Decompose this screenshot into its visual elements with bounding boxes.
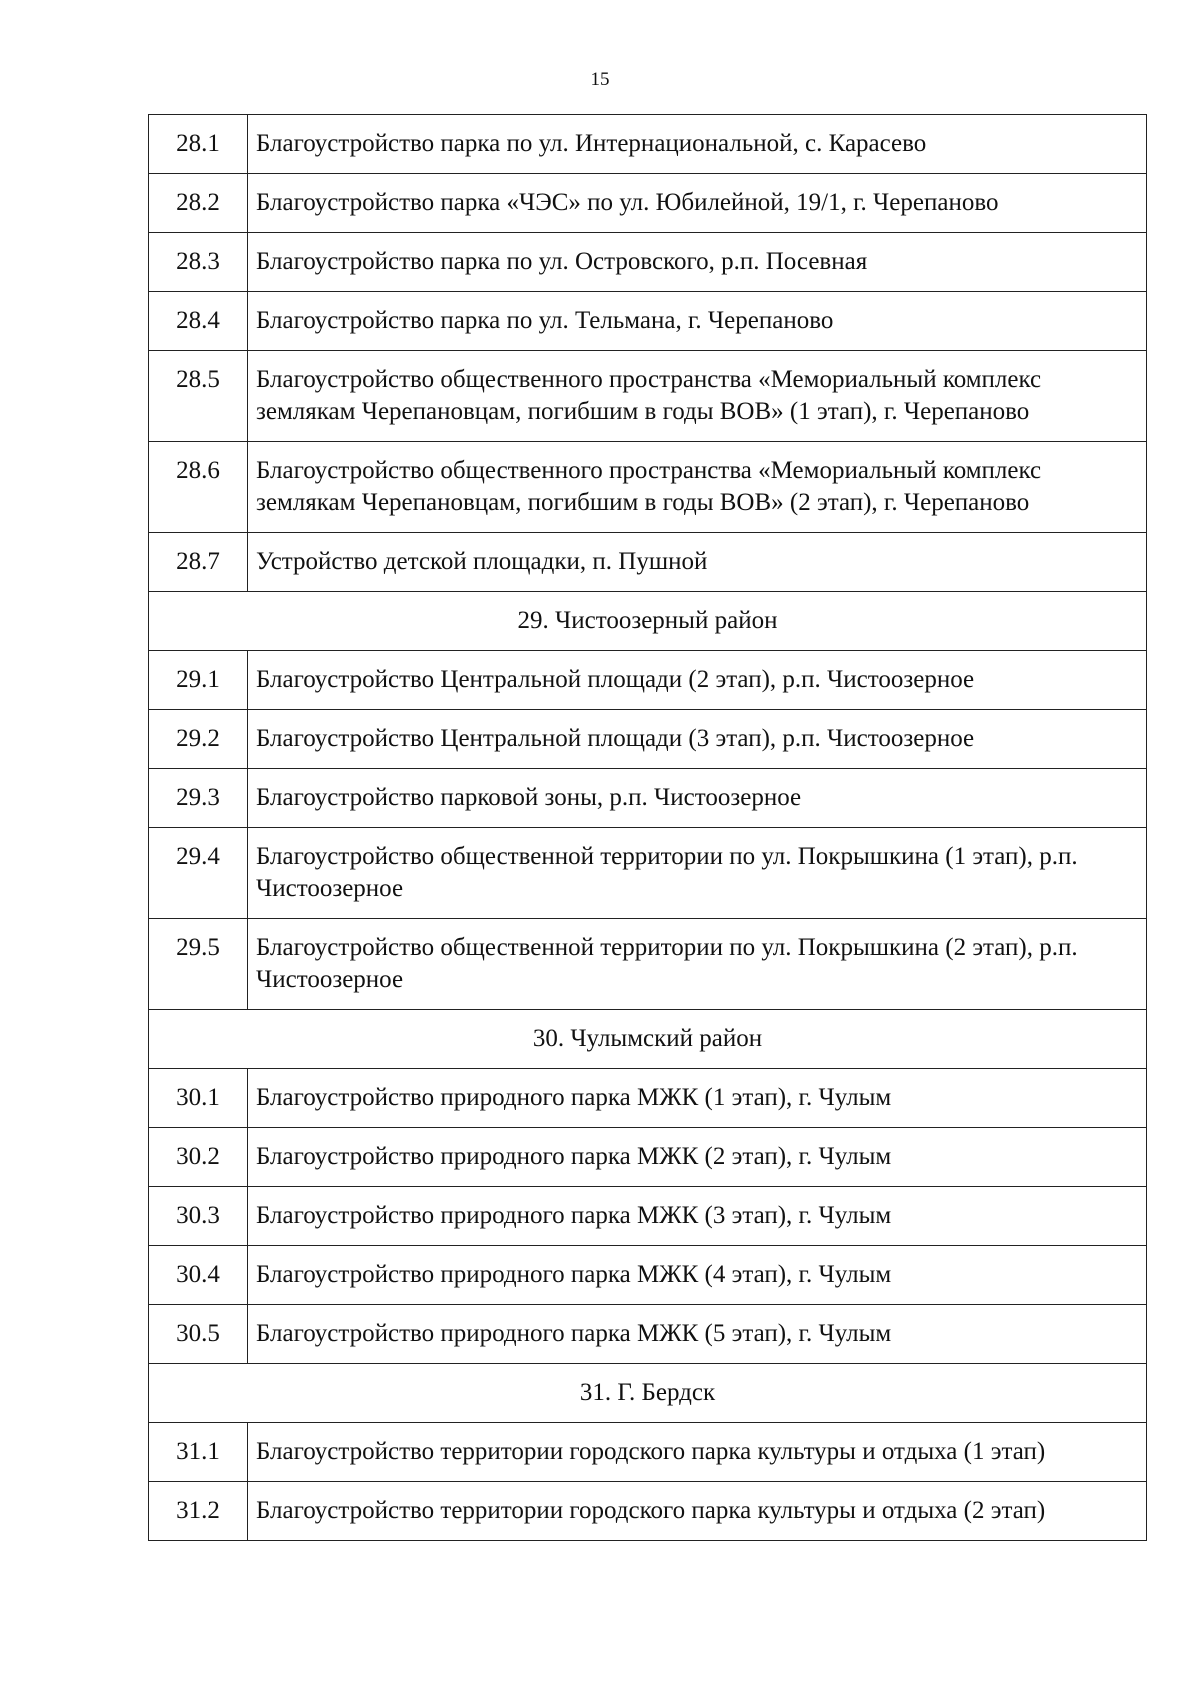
item-number: 28.4 — [149, 292, 248, 351]
section-heading: 31. Г. Бердск — [149, 1364, 1147, 1423]
section-row — [149, 1010, 1147, 1069]
page-number: 15 — [590, 69, 610, 90]
table-row — [149, 651, 1147, 710]
table-row — [149, 919, 1147, 1010]
item-number: 30.3 — [149, 1187, 248, 1246]
item-description: Благоустройство природного парка МЖК (1 этап), г. Чулым — [248, 1069, 1147, 1128]
item-number: 29.1 — [149, 651, 248, 710]
table-row — [149, 1128, 1147, 1187]
table-row — [149, 1423, 1147, 1482]
table-row — [149, 1069, 1147, 1128]
table-row — [149, 233, 1147, 292]
table-row — [149, 1246, 1147, 1305]
item-number: 31.2 — [149, 1482, 248, 1541]
item-number: 30.2 — [149, 1128, 248, 1187]
table-row — [149, 115, 1147, 174]
item-description: Устройство детской площадки, п. Пушной — [248, 533, 1147, 592]
item-description: Благоустройство парка по ул. Интернациональной, с. Карасево — [248, 115, 1147, 174]
item-description: Благоустройство общественного пространства «Мемориальный комплекс землякам Черепановцам, погибшим в годы ВОВ» (2 этап), г. Черепаново — [248, 442, 1147, 533]
item-number: 31.1 — [149, 1423, 248, 1482]
section-row — [149, 1364, 1147, 1423]
item-number: 28.3 — [149, 233, 248, 292]
table-row — [149, 710, 1147, 769]
table-row — [149, 1482, 1147, 1541]
item-description: Благоустройство природного парка МЖК (5 этап), г. Чулым — [248, 1305, 1147, 1364]
item-number: 30.1 — [149, 1069, 248, 1128]
item-number: 28.7 — [149, 533, 248, 592]
item-number: 29.5 — [149, 919, 248, 1010]
projects-table-body — [149, 115, 1147, 1541]
item-description: Благоустройство общественной территории по ул. Покрышкина (1 этап), р.п. Чистоозерное — [248, 828, 1147, 919]
item-description: Благоустройство Центральной площади (3 этап), р.п. Чистоозерное — [248, 710, 1147, 769]
item-description: Благоустройство территории городского парка культуры и отдыха (2 этап) — [248, 1482, 1147, 1541]
item-number: 28.6 — [149, 442, 248, 533]
item-number: 28.1 — [149, 115, 248, 174]
item-description: Благоустройство территории городского парка культуры и отдыха (1 этап) — [248, 1423, 1147, 1482]
table-row — [149, 292, 1147, 351]
item-description: Благоустройство парка «ЧЭС» по ул. Юбилейной, 19/1, г. Черепаново — [248, 174, 1147, 233]
section-row — [149, 592, 1147, 651]
table-row — [149, 1305, 1147, 1364]
item-description: Благоустройство общественной территории по ул. Покрышкина (2 этап), р.п. Чистоозерное — [248, 919, 1147, 1010]
section-heading: 29. Чистоозерный район — [149, 592, 1147, 651]
table-row — [149, 828, 1147, 919]
table-row — [149, 351, 1147, 442]
item-description: Благоустройство природного парка МЖК (4 этап), г. Чулым — [248, 1246, 1147, 1305]
item-description: Благоустройство общественного пространства «Мемориальный комплекс землякам Черепановцам, погибшим в годы ВОВ» (1 этап), г. Черепаново — [248, 351, 1147, 442]
item-number: 30.4 — [149, 1246, 248, 1305]
item-number: 29.3 — [149, 769, 248, 828]
item-description: Благоустройство парка по ул. Островского, р.п. Посевная — [248, 233, 1147, 292]
table-row — [149, 533, 1147, 592]
item-number: 29.2 — [149, 710, 248, 769]
item-description: Благоустройство парка по ул. Тельмана, г. Черепаново — [248, 292, 1147, 351]
table-row — [149, 769, 1147, 828]
item-description: Благоустройство природного парка МЖК (3 этап), г. Чулым — [248, 1187, 1147, 1246]
item-description: Благоустройство Центральной площади (2 этап), р.п. Чистоозерное — [248, 651, 1147, 710]
table-row — [149, 1187, 1147, 1246]
item-number: 29.4 — [149, 828, 248, 919]
item-number: 28.2 — [149, 174, 248, 233]
item-description: Благоустройство природного парка МЖК (2 этап), г. Чулым — [248, 1128, 1147, 1187]
item-number: 30.5 — [149, 1305, 248, 1364]
item-number: 28.5 — [149, 351, 248, 442]
item-description: Благоустройство парковой зоны, р.п. Чистоозерное — [248, 769, 1147, 828]
table-row — [149, 174, 1147, 233]
projects-table — [148, 114, 1147, 1541]
section-heading: 30. Чулымский район — [149, 1010, 1147, 1069]
table-row — [149, 442, 1147, 533]
